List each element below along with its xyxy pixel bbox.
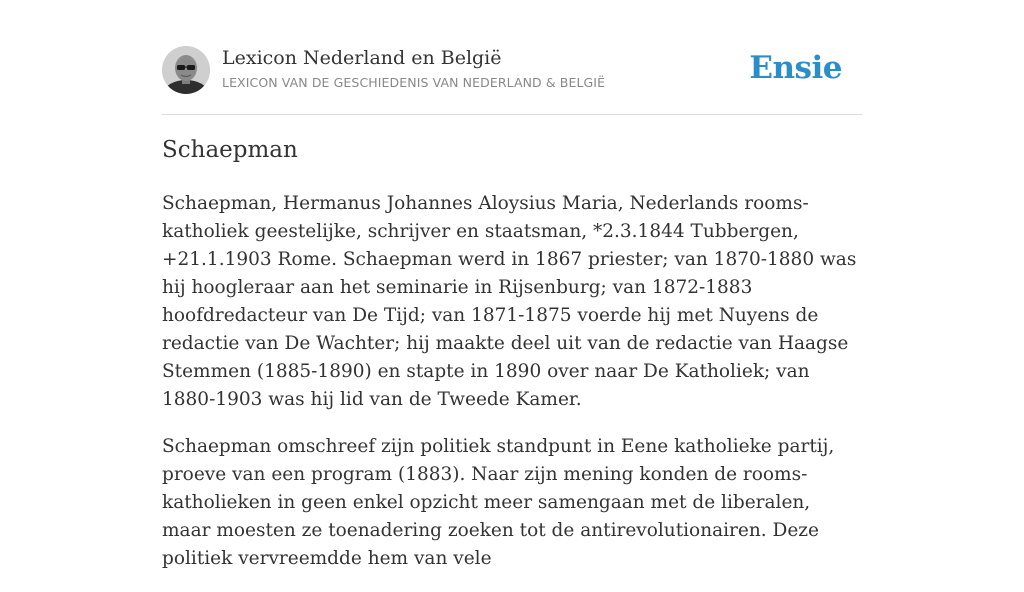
site-header — [162, 46, 862, 115]
lexicon-title[interactable]: Lexicon Nederland en België — [222, 47, 502, 69]
avatar-portrait-icon — [162, 46, 210, 94]
lexicon-subtitle: LEXICON VAN DE GESCHIEDENIS VAN NEDERLAND & BELGIË — [222, 75, 606, 90]
article-title: Schaepman — [162, 137, 298, 163]
article-paragraph: Schaepman, Hermanus Johannes Aloysius Maria, Nederlands rooms-katholiek geestelijke, schrijver en staatsman, *2.3.1844 Tubbergen, +21.1.1903 Rome. Schaepman werd in 1867 priester; van 1870-1880 was hij hoogleraar aan het seminarie in Rijsenburg; van 1872-1883 hoofdredacteur van De Tijd; van 1871-1875 voerde hij met Nuyens de redactie van De Wachter; hij maakte deel uit van de redactie van Haagse Stemmen (1885-1890) en stapte in 1890 over naar De Katholiek; van 1880-1903 was hij lid van de Tweede Kamer. — [162, 193, 857, 410]
article-paragraph: Schaepman omschreef zijn politiek standpunt in Eene katholieke partij, proeve van een program (1883). Naar zijn mening konden de rooms-katholieken in geen enkel opzicht meer samengaan met de liberalen, maar moesten ze toenadering zoeken tot de antirevolutionairen. Deze politiek vervreemdde hem van vele — [162, 436, 835, 569]
article-body — [162, 190, 862, 592]
author-avatar[interactable] — [162, 46, 210, 94]
ensie-logo-link[interactable]: Ensie — [749, 50, 842, 86]
